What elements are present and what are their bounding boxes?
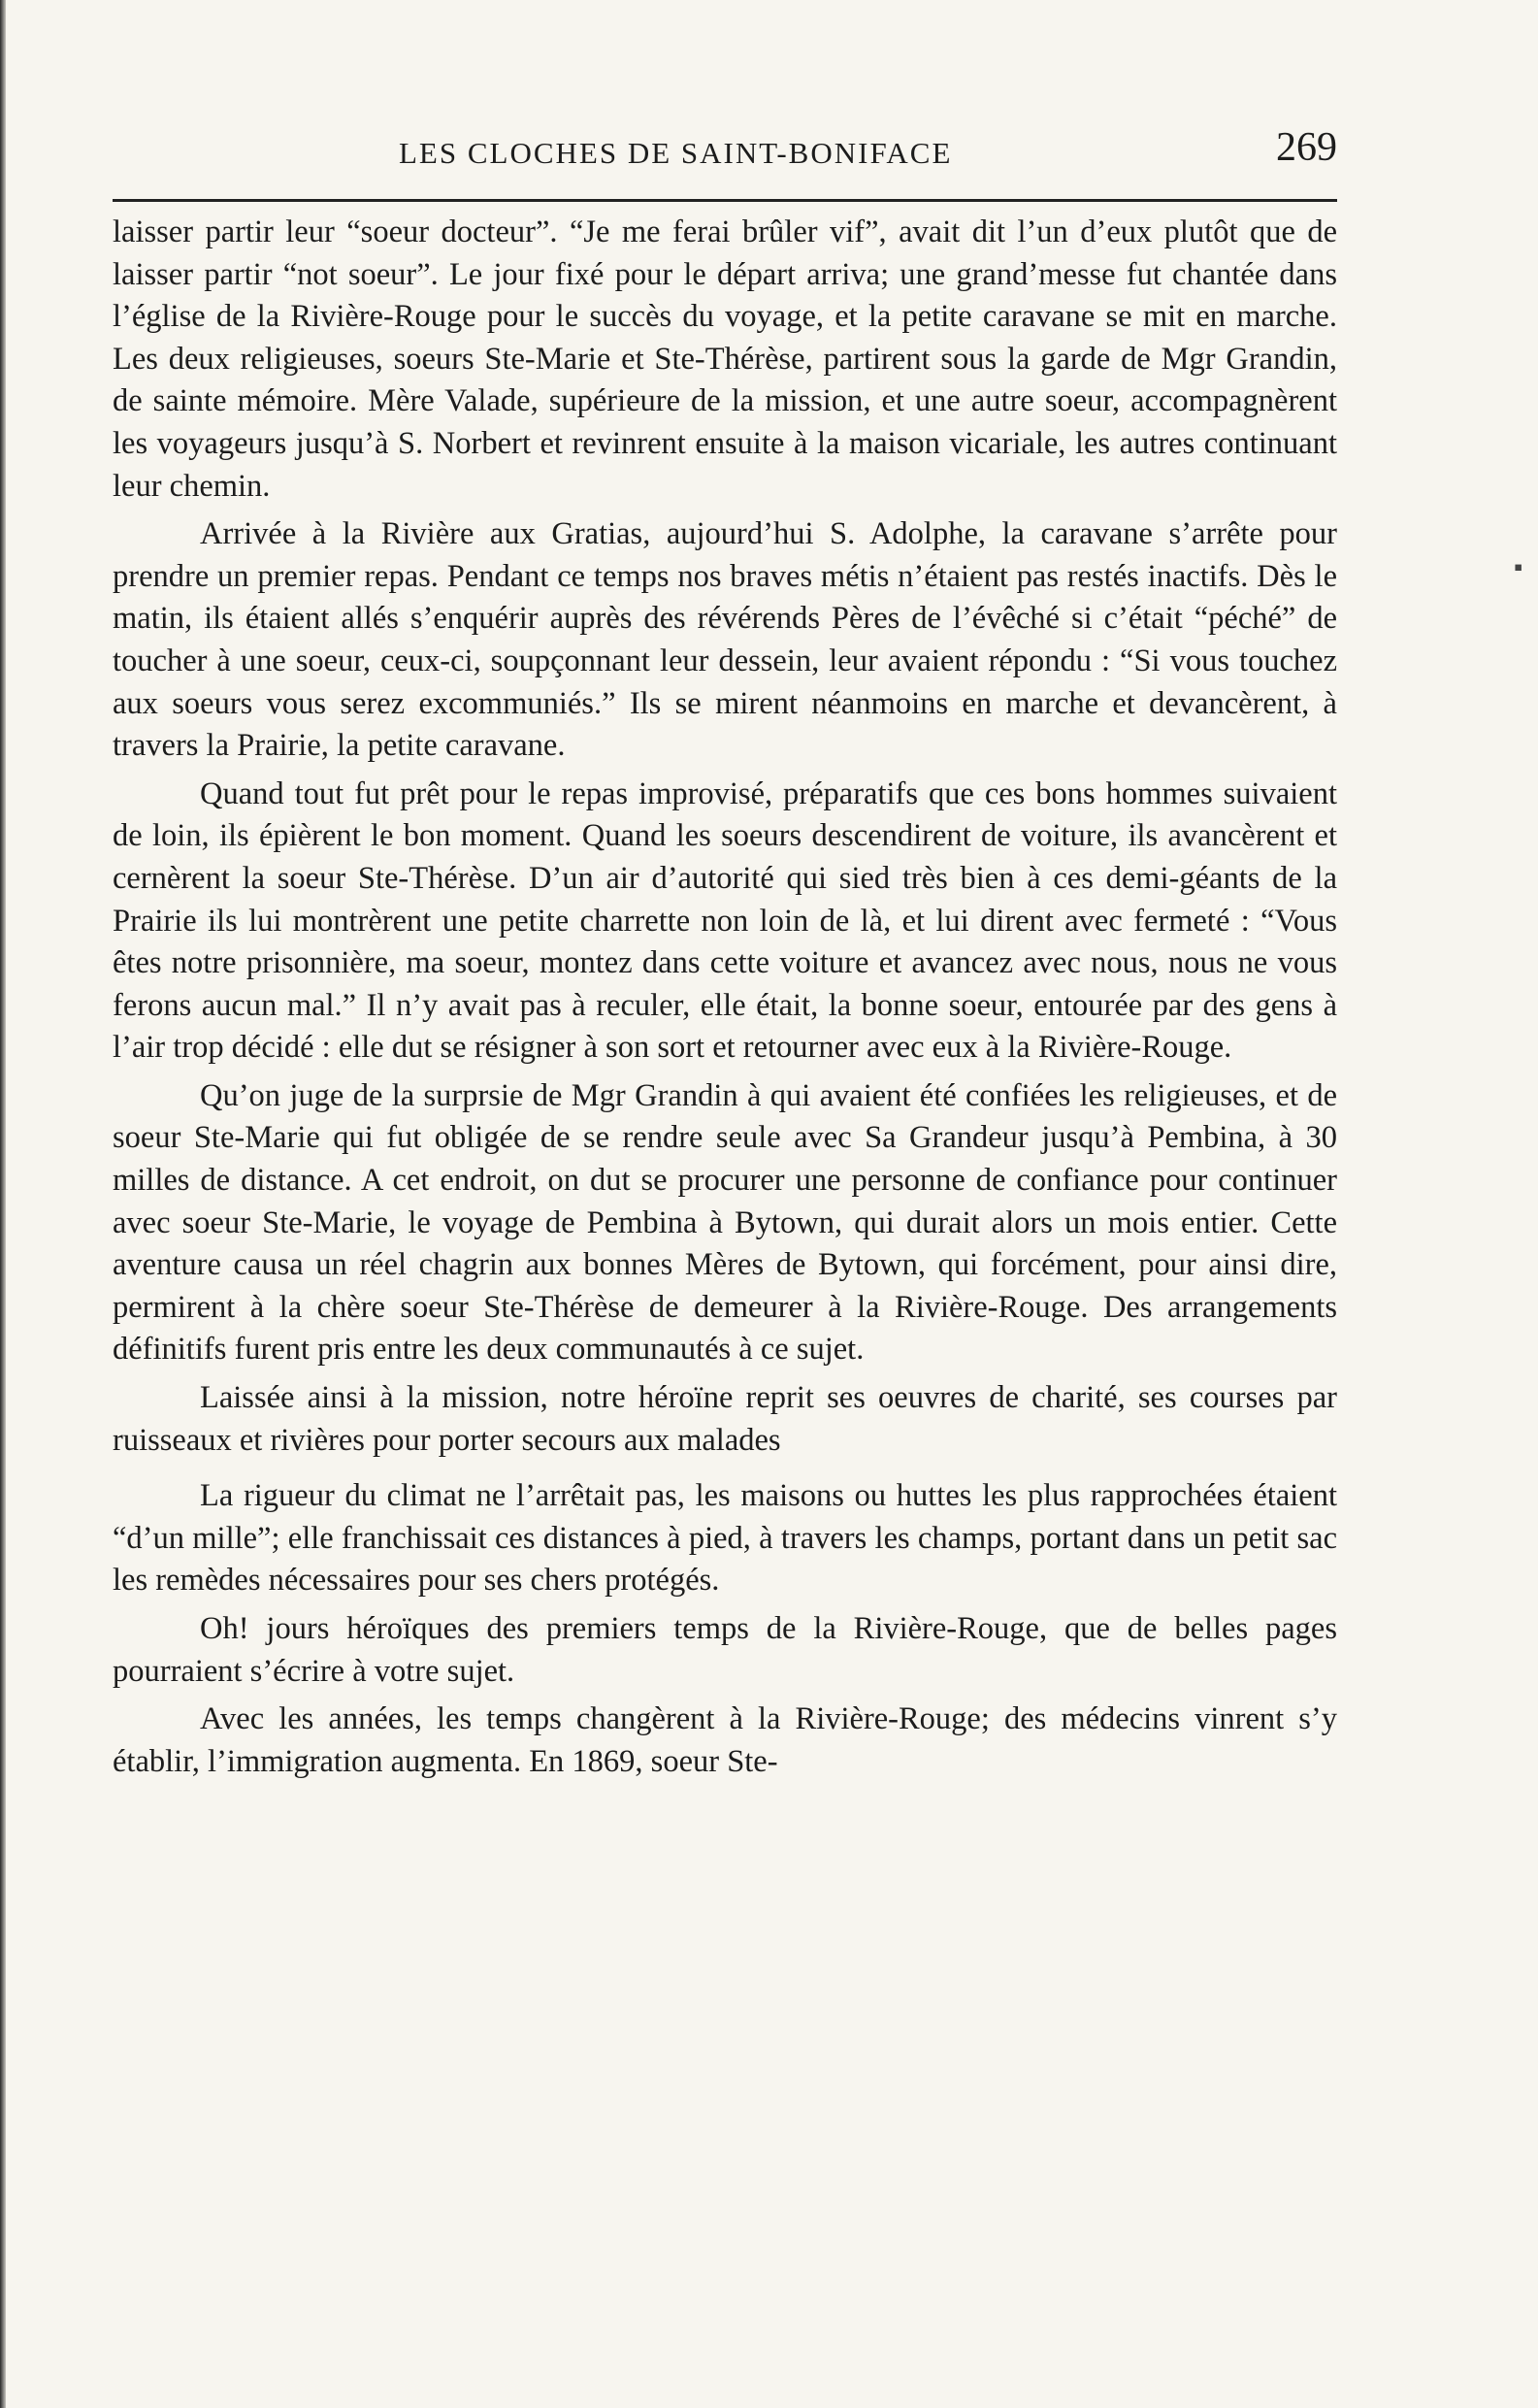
page-number: 269: [1276, 125, 1337, 170]
paragraph-4: Qu’on juge de la surprsie de Mgr Grandin à qui avaient été confiées les religieuses, et de soeur Ste-Marie qui fut obligée de se rendre seule avec Sa Grandeur jusqu’à Pembina, à 30 milles de distance. A cet endroit, on dut se procurer une personne de confiance pour continuer avec soeur Ste-Marie, le voyage de Pembina à Bytown, qui durait alors un mois entier. Cette aventure causa un réel chagrin aux bonnes Mères de Bytown, qui forcément, pour ainsi dire, permirent à la chère soeur Ste-Thérèse de demeurer à la Rivière-Rouge. Des arrangements définitifs furent pris entre les deux communautés à ce sujet.: [113, 1077, 1337, 1368]
running-title: LES CLOCHES DE SAINT-BONIFACE: [399, 136, 953, 170]
paragraph-8: Avec les années, les temps changèrent à la Rivière-Rouge; des médecins vinrent s’y établir, l’immigration augmenta. En 1869, soeur Ste-: [113, 1701, 1337, 1779]
paragraph-6: La rigueur du climat ne l’arrêtait pas, les maisons ou huttes les plus rapprochées étaient “d’un mille”; elle franchissait ces distances à pied, à travers les champs, portant dans un petit sac les remèdes nécessaires pour ses chers protégés.: [113, 1478, 1337, 1599]
ink-speck-mark: ▪: [1514, 553, 1523, 581]
page-binding-edge: [0, 0, 6, 2408]
paragraph-5: Laissée ainsi à la mission, notre héroïne reprit ses oeuvres de charité, ses courses par ruisseaux et rivières pour porter secours aux malades: [113, 1380, 1337, 1458]
paragraph-7: Oh! jours héroïques des premiers temps de la Rivière-Rouge, que de belles pages pourraient s’écrire à votre sujet.: [113, 1611, 1337, 1689]
page-body: [113, 212, 1337, 1789]
paragraph-2: Arrivée à la Rivière aux Gratias, aujourd’hui S. Adolphe, la caravane s’arrête pour prendre un premier repas. Pendant ce temps nos braves métis n’étaient pas restés inactifs. Dès le matin, ils étaient allés s’enquérir auprès des révérends Pères de l’évêché si c’était “péché” de toucher à une soeur, ceux-ci, soupçonnant leur dessein, leur avaient répondu : “Si vous touchez aux soeurs vous serez excommuniés.” Ils se mirent néanmoins en marche et devancèrent, à travers la Prairie, la petite caravane.: [113, 516, 1337, 764]
header-rule: [113, 199, 1337, 202]
paragraph-1: laisser partir leur “soeur docteur”. “Je me ferai brûler vif”, avait dit l’un d’eux plutôt que de laisser partir “not soeur”. Le jour fixé pour le départ arriva; une grand’messe fut chantée dans l’église de la Rivière-Rouge pour le succès du voyage, et la petite caravane se mit en marche. Les deux religieuses, soeurs Ste-Marie et Ste-Thérèse, partirent sous la garde de Mgr Grandin, de sainte mémoire. Mère Valade, supérieure de la mission, et une autre soeur, accompagnèrent les voyageurs jusqu’à S. Norbert et revinrent ensuite à la maison vicariale, les autres continuant leur chemin.: [113, 214, 1337, 504]
paragraph-3: Quand tout fut prêt pour le repas improvisé, préparatifs que ces bons hommes suivaient de loin, ils épièrent le bon moment. Quand les soeurs descendirent de voiture, ils avancèrent et cernèrent la soeur Ste-Thérèse. D’un air d’autorité qui sied très bien à ces demi-géants de la Prairie ils lui montrèrent une petite charrette non loin de là, et lui dirent avec fermeté : “Vous êtes notre prisonnière, ma soeur, montez dans cette voiture et avancez avec nous, nous ne vous ferons aucun mal.” Il n’y avait pas à reculer, elle était, la bonne soeur, entourée par des gens à l’air trop décidé : elle dut se résigner à son sort et retourner avec eux à la Rivière-Rouge.: [113, 775, 1337, 1066]
page-header: [113, 124, 1353, 192]
